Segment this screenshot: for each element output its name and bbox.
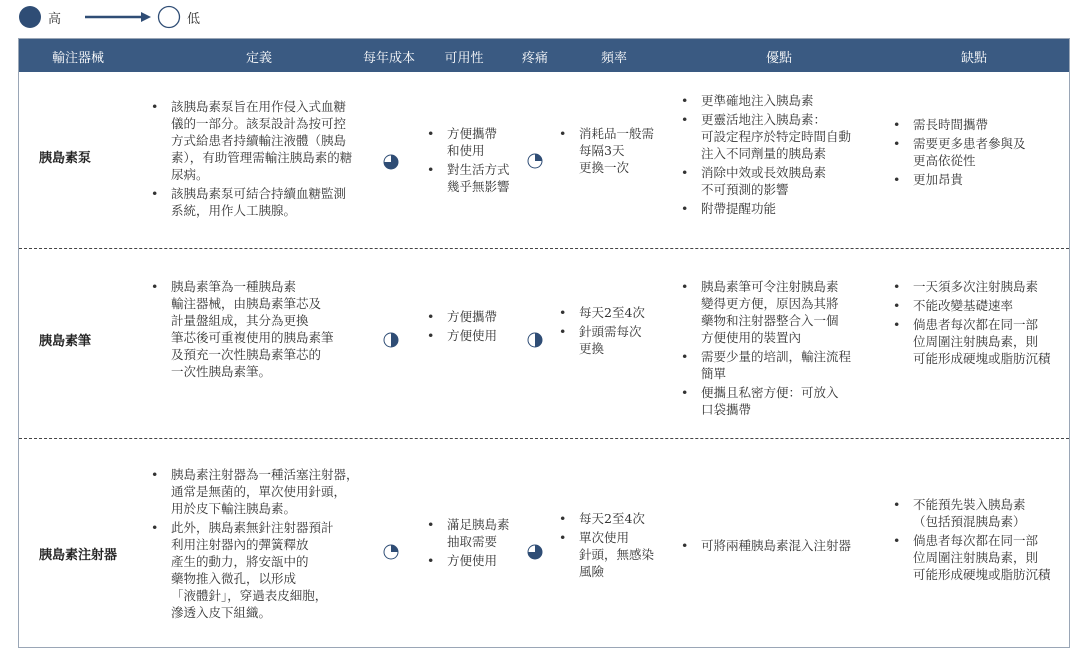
header-pain: 疼痛 (521, 51, 548, 66)
table-row (19, 250, 1069, 438)
list-item: • 一天須多次注射胰島素 (891, 278, 1069, 295)
frequency-list (557, 304, 677, 359)
list-item: • 方便攜帶 (425, 308, 535, 325)
header-definition: 定義 (245, 51, 272, 66)
list-item: • 此外，胰島素無針注射器預計 利用注射器內的彈簧釋放 產生的動力，將安瓿中的 藥物推入微孔，以形成 「液體針」，穿過表皮細胞， 滲透入皮下組織。 (149, 519, 384, 621)
cost-level-icon (383, 332, 399, 348)
list-item: • 方便使用 (425, 552, 535, 569)
table-row (19, 72, 1069, 248)
list-item: • 倘患者每次都在同一部 位周圍注射胰島素，則 可能形成硬塊或脂肪沉積 (891, 316, 1069, 367)
filled-circle-icon (18, 5, 42, 29)
level-fill (535, 154, 542, 161)
list-item: • 不能改變基礎速率 (891, 297, 1069, 314)
device-name: 胰島素注射器 (39, 548, 118, 563)
list-item: • 便攜且私密方便：可放入 口袋攜帶 (679, 384, 889, 418)
availability-list (425, 516, 535, 571)
level-fill (391, 545, 398, 552)
list-item: • 胰島素注射器為一種活塞注射器， 通常是無菌的，單次使用針頭， 用於皮下輸注胰島素。 (149, 466, 384, 517)
empty-circle-icon (157, 5, 181, 29)
frequency-list (557, 125, 677, 178)
arrow-right-icon (85, 10, 151, 24)
availability-list (425, 308, 535, 346)
pros-list (679, 537, 889, 556)
legend (18, 4, 200, 30)
cons-list (891, 496, 1069, 585)
row-divider (19, 438, 1069, 439)
list-item: • 每天2至4次 (557, 510, 677, 527)
pros-list (679, 278, 889, 420)
list-item: • 可將兩種胰島素混入注射器 (679, 537, 889, 554)
list-item: • 不能預先裝入胰島素 （包括預混胰島素） (891, 496, 1069, 530)
frequency-list (557, 510, 677, 582)
list-item: • 每天2至4次 (557, 304, 677, 321)
list-item: • 該胰島素泵可結合持續血糖監測 系統，用作人工胰腺。 (149, 185, 379, 219)
list-item: • 倘患者每次都在同一部 位周圍注射胰島素，則 可能形成硬塊或脂肪沉積 (891, 532, 1069, 583)
comparison-table (18, 38, 1070, 648)
table-header (19, 39, 1069, 72)
device-name: 胰島素筆 (39, 334, 92, 349)
header-availability: 可用性 (444, 51, 484, 66)
list-item: • 需長時間攜帶 (891, 116, 1066, 133)
list-item: • 針頭需每次 更換 (557, 323, 677, 357)
list-item: • 更靈活地注入胰島素： 可設定程序於特定時間自動 注入不同劑量的胰島素 (679, 111, 889, 162)
cons-list (891, 278, 1069, 369)
availability-list (425, 125, 535, 197)
legend-high-label: 高 (48, 11, 62, 27)
list-item: • 需要少量的培訓，輸注流程 簡單 (679, 348, 889, 382)
list-item: • 更加昂貴 (891, 171, 1066, 188)
list-item: • 更準確地注入胰島素 (679, 92, 889, 109)
list-item: • 方便攜帶 和使用 (425, 125, 535, 159)
legend-low-label: 低 (187, 11, 201, 27)
list-item: • 方便使用 (425, 327, 535, 344)
list-item: • 對生活方式 幾乎無影響 (425, 161, 535, 195)
cost-level-icon (383, 544, 399, 560)
definition-list (149, 466, 384, 623)
definition-list (149, 98, 379, 221)
list-item: • 消耗品一般需 每隔3天 更換一次 (557, 125, 677, 176)
list-item: • 消除中效或長效胰島素 不可預測的影響 (679, 164, 889, 198)
header-cons: 缺點 (960, 51, 987, 66)
definition-list (149, 278, 379, 382)
list-item: • 滿足胰島素 抽取需要 (425, 516, 535, 550)
list-item: • 該胰島素泵旨在用作侵入式血糖 儀的一部分。該泵設計為按可控 方式給患者持續輸注液體（胰島 素），有助管理需輸注胰島素的糖 尿病。 (149, 98, 379, 183)
list-item: • 需要更多患者參與及 更高依從性 (891, 135, 1066, 169)
level-fill (391, 333, 398, 347)
pros-list (679, 92, 889, 219)
list-item: • 胰島素筆可令注射胰島素 變得更方便，原因為其將 藥物和注射器整合入一個 方便使用的裝置內 (679, 278, 889, 346)
header-cost: 每年成本 (362, 51, 415, 66)
device-name: 胰島素泵 (39, 151, 92, 166)
row-divider (19, 248, 1069, 249)
pain-level-icon (527, 332, 543, 348)
list-item: • 單次使用 針頭，無感染 風險 (557, 529, 677, 580)
header-pros: 優點 (765, 51, 792, 66)
cost-level-icon (383, 154, 399, 170)
header-frequency: 頻率 (600, 51, 627, 66)
level-fill (535, 333, 542, 347)
list-item: • 附帶提醒功能 (679, 200, 889, 217)
header-device: 輸注器械 (51, 51, 104, 66)
pain-level-icon (527, 544, 543, 560)
pain-level-icon (527, 153, 543, 169)
cons-list (891, 116, 1066, 190)
table-row (19, 440, 1069, 648)
list-item: • 胰島素筆為一種胰島素 輸注器械，由胰島素筆芯及 計量盤組成，其分為更換 筆芯後可重複使用的胰島素筆 及預充一次性胰島素筆芯的 一次性胰島素筆。 (149, 278, 379, 380)
